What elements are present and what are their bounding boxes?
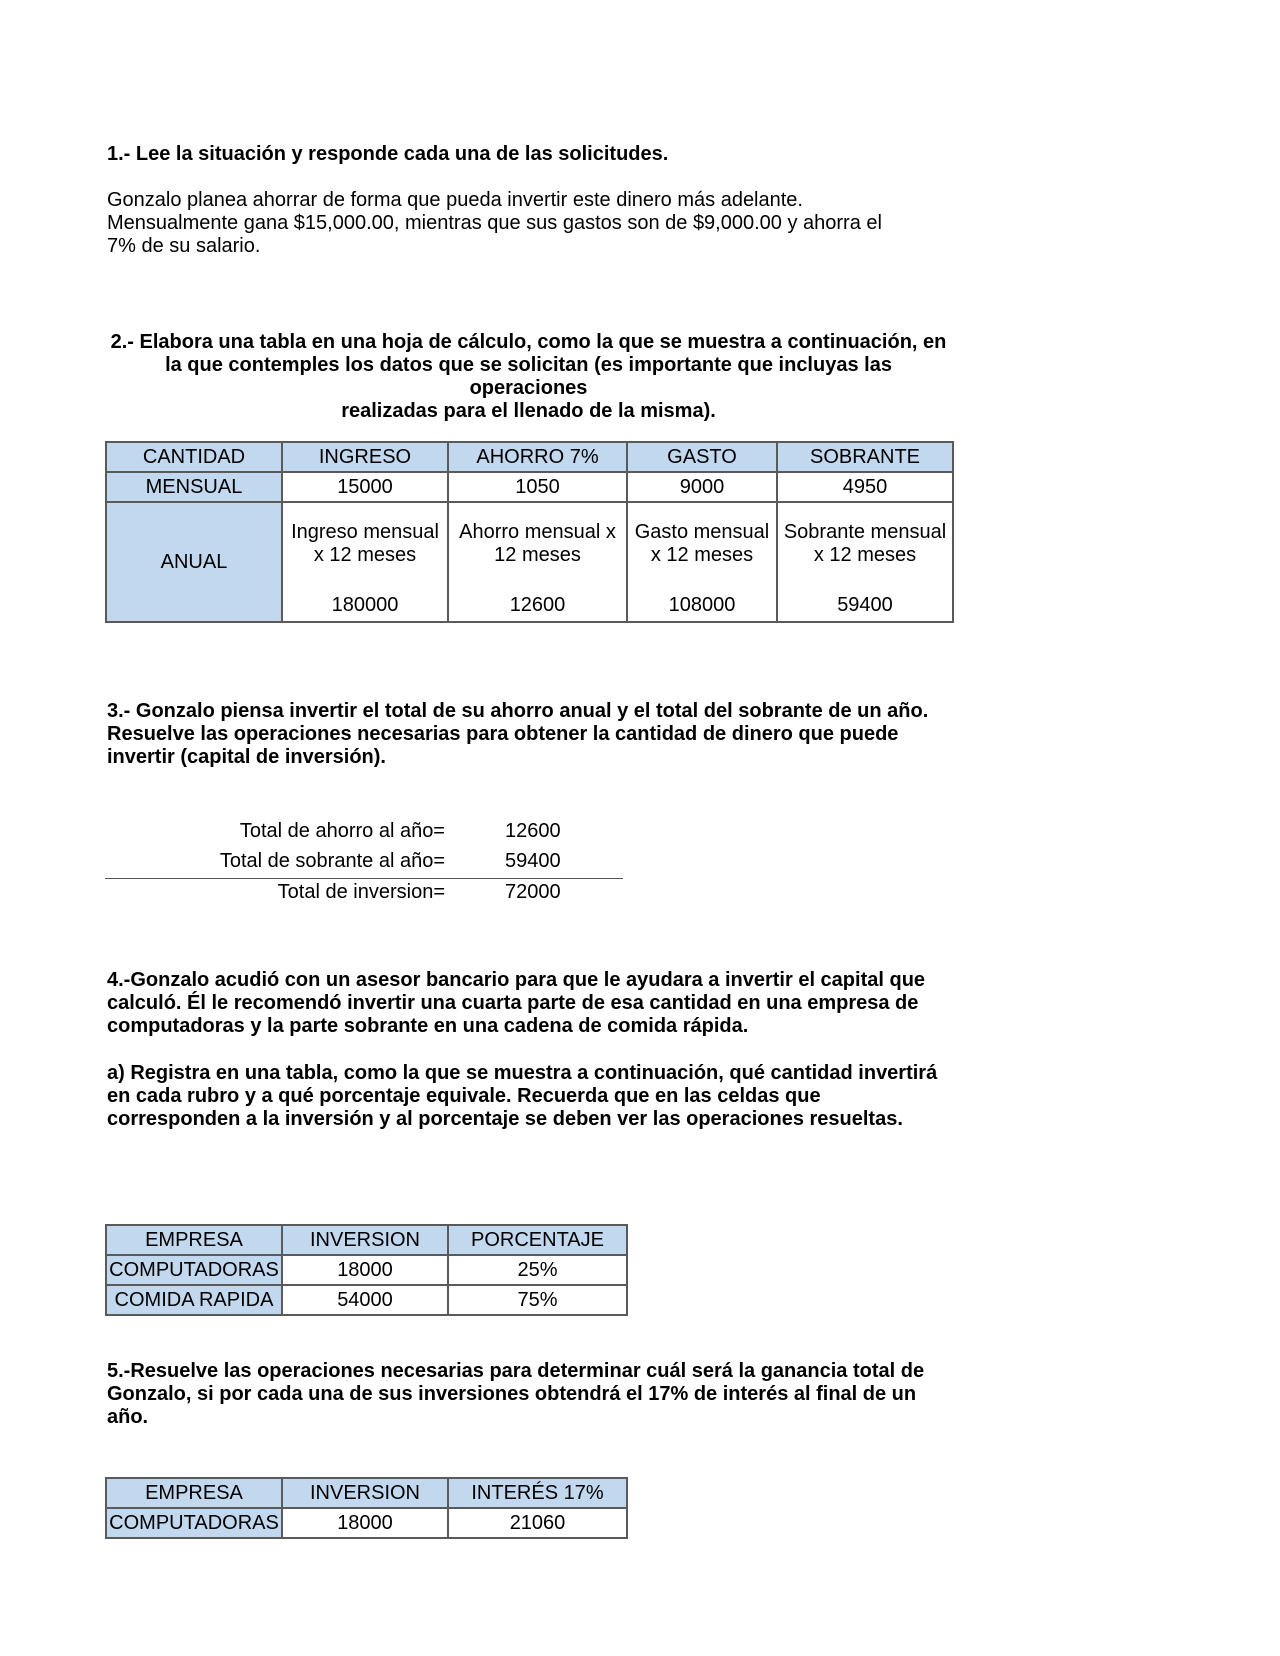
section5-heading-line: año. [107, 1406, 149, 1428]
section1-line: Mensualmente gana $15,000.00, mientras que sus gastos son de $9,000.00 y ahorra el [107, 212, 882, 234]
header-cell: EMPRESA [106, 1478, 282, 1508]
header-cell: INGRESO [282, 442, 448, 472]
cell-note: x 12 meses [813, 544, 917, 566]
table-cell [777, 502, 953, 622]
total-label: Total de sobrante al año= [219, 850, 445, 872]
table-cell [282, 502, 448, 622]
table-row [106, 1285, 627, 1315]
header-cell: SOBRANTE [777, 442, 953, 472]
section4-instruction-line: en cada rubro y a qué porcentaje equivale. Recuerda que en las celdas que [107, 1085, 821, 1107]
row-label: ANUAL [106, 502, 282, 622]
section2-heading [107, 331, 950, 423]
table-cell: 18000 [282, 1508, 448, 1538]
header-cell: AHORRO 7% [448, 442, 627, 472]
section1-line: 7% de su salario. [107, 235, 261, 257]
section2-heading-line: realizadas para el llenado de la misma). [341, 400, 716, 422]
table-cell: 75% [448, 1285, 627, 1315]
total-value: 12600 [505, 820, 561, 842]
interest-table [105, 1477, 628, 1539]
table-cell: 18000 [282, 1255, 448, 1285]
row-label: MENSUAL [106, 472, 282, 502]
header-cell: GASTO [627, 442, 777, 472]
table-row [106, 502, 953, 622]
cell-value: 108000 [668, 594, 736, 616]
investment-table [105, 1224, 628, 1316]
table-cell: 21060 [448, 1508, 627, 1538]
table-cell: 15000 [282, 472, 448, 502]
table-cell: 54000 [282, 1285, 448, 1315]
budget-table [105, 441, 954, 623]
section5-heading [107, 1360, 924, 1429]
cell-note: Gasto mensual [634, 521, 770, 543]
total-label: Total de inversion= [277, 881, 445, 903]
total-value: 72000 [505, 881, 561, 903]
cell-value: 12600 [509, 594, 566, 616]
total-row [105, 820, 445, 843]
table-header-row [106, 442, 953, 472]
section4-heading-line: calculó. Él le recomendó invertir una cuarta parte de esa cantidad en una empresa de [107, 992, 919, 1014]
table-cell: 9000 [627, 472, 777, 502]
section2-heading-line: 2.- Elabora una tabla en una hoja de cálculo, como la que se muestra a continuación, en [110, 331, 947, 353]
cell-value: 59400 [837, 594, 893, 616]
table-row [106, 1508, 627, 1538]
cell-note: Ahorro mensual x [459, 521, 616, 543]
section4-heading-line: 4.-Gonzalo acudió con un asesor bancario para que le ayudara a invertir el capital que [107, 969, 926, 991]
section3-heading-line: 3.- Gonzalo piensa invertir el total de su ahorro anual y el total del sobrante de un año. [107, 700, 929, 722]
section4-heading-line: computadoras y la parte sobrante en una cadena de comida rápida. [107, 1015, 749, 1037]
section1-line: Gonzalo planea ahorrar de forma que pueda invertir este dinero más adelante. [107, 189, 803, 211]
table-cell [627, 502, 777, 622]
cell-value: 180000 [331, 594, 399, 616]
cell-note: x 12 meses [650, 544, 754, 566]
table-row [106, 1255, 627, 1285]
section5-heading-line: 5.-Resuelve las operaciones necesarias para determinar cuál será la ganancia total de [107, 1360, 925, 1382]
row-label: COMIDA RAPIDA [106, 1285, 282, 1315]
section4-instruction [107, 1062, 937, 1131]
total-label: Total de ahorro al año= [239, 820, 445, 842]
header-cell: CANTIDAD [106, 442, 282, 472]
cell-note: x 12 meses [313, 544, 417, 566]
header-cell: INTERÉS 17% [448, 1478, 627, 1508]
section5-heading-line: Gonzalo, si por cada una de sus inversiones obtendrá el 17% de interés al final de un [107, 1383, 917, 1405]
section3-heading-line: Resuelve las operaciones necesarias para obtener la cantidad de dinero que puede [107, 723, 899, 745]
section4-instruction-line: corresponden a la inversión y al porcentaje se deben ver las operaciones resueltas. [107, 1108, 903, 1130]
row-label: COMPUTADORAS [106, 1508, 282, 1538]
cell-note: 12 meses [494, 544, 581, 566]
section1-heading: 1.- Lee la situación y responde cada una de las solicitudes. [107, 143, 669, 165]
total-row [105, 881, 445, 904]
cell-note: Ingreso mensual [291, 521, 439, 543]
table-cell [448, 502, 627, 622]
header-cell: INVERSION [282, 1478, 448, 1508]
header-cell: PORCENTAJE [448, 1225, 627, 1255]
total-divider [105, 878, 623, 879]
table-row [106, 472, 953, 502]
cell-note: Sobrante mensual [783, 521, 947, 543]
section3-heading-line: invertir (capital de inversión). [107, 746, 386, 768]
table-cell: 1050 [448, 472, 627, 502]
row-label: COMPUTADORAS [106, 1255, 282, 1285]
table-cell: 4950 [777, 472, 953, 502]
table-cell: 25% [448, 1255, 627, 1285]
section2-heading-line: la que contemples los datos que se solicitan (es importante que incluyas las operaciones [165, 354, 892, 399]
total-value: 59400 [505, 850, 561, 872]
header-cell: INVERSION [282, 1225, 448, 1255]
table-header-row [106, 1478, 627, 1508]
section3-heading [107, 700, 928, 769]
header-cell: EMPRESA [106, 1225, 282, 1255]
total-row [105, 850, 445, 873]
section1-text [107, 189, 882, 258]
section4-heading [107, 969, 925, 1038]
table-header-row [106, 1225, 627, 1255]
section4-instruction-line: a) Registra en una tabla, como la que se muestra a continuación, qué cantidad invertirá [107, 1062, 938, 1084]
